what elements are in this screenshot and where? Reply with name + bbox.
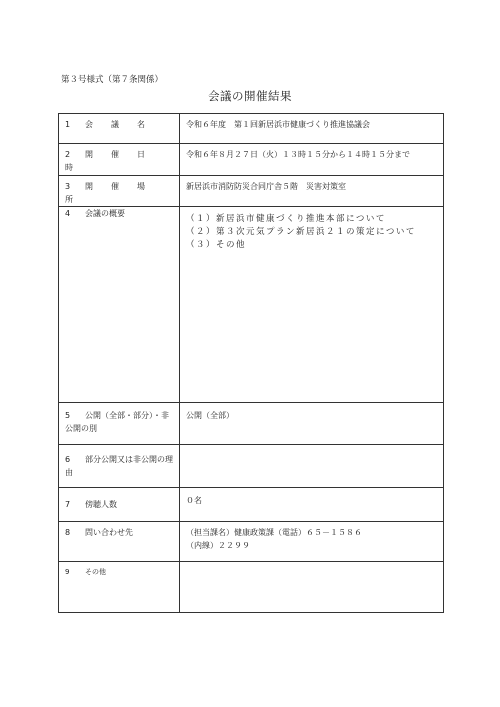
agenda-item: （３）その他 [186, 240, 247, 250]
table-row [59, 488, 444, 522]
disclosure-value: 公開（全部） [186, 411, 234, 420]
table-row [59, 562, 444, 613]
row-label-cell [59, 445, 180, 488]
row-value-cell [180, 114, 444, 144]
row-label: 部分公開又は非公開の理由 [65, 455, 173, 477]
table-row [59, 144, 444, 176]
audience-count-value: ０名 [186, 496, 202, 505]
row-number: 9 [65, 568, 70, 576]
meeting-result-table [58, 113, 444, 613]
table-row [59, 176, 444, 207]
row-label-cell [59, 144, 180, 176]
meeting-datetime-value: 令和６年８月２７日（火）１３時１５分から１４時１５分まで [186, 150, 410, 159]
row-label: 公開（全部・部分）・非公開の別 [65, 411, 169, 433]
row-value-cell [180, 445, 444, 488]
row-label: その他 [85, 568, 106, 576]
row-number: 5 [65, 411, 71, 420]
row-label: 会議の概要 [85, 209, 125, 218]
row-number: 8 [65, 528, 71, 537]
row-label: 開 催 場 所 [65, 182, 163, 204]
row-number: 2 [65, 150, 71, 159]
row-label-cell [59, 403, 180, 445]
row-number: 6 [65, 455, 71, 464]
row-value-cell [180, 176, 444, 207]
agenda-item: （２）第３次元気プラン新居浜２１の策定について [186, 227, 416, 237]
document-title: 会議の開催結果 [208, 89, 292, 103]
row-value-cell [180, 562, 444, 613]
row-number: 4 [65, 209, 71, 218]
table-row [59, 114, 444, 144]
row-label-cell [59, 488, 180, 522]
table-row [59, 522, 444, 562]
row-value-cell [180, 488, 444, 522]
row-label-cell [59, 114, 180, 144]
table-row [59, 207, 444, 403]
row-value-cell [180, 403, 444, 445]
meeting-place-value: 新居浜市消防防災合同庁舎５階 災害対策室 [186, 182, 346, 191]
row-number: 3 [65, 182, 71, 191]
table-row [59, 403, 444, 445]
row-value-cell [180, 144, 444, 176]
row-label-cell [59, 207, 180, 403]
row-label-cell [59, 562, 180, 613]
row-value-cell [180, 207, 444, 403]
row-value-cell [180, 522, 444, 562]
row-label: 傍聴人数 [85, 500, 117, 509]
row-label: 問い合わせ先 [85, 528, 133, 537]
contact-extension: （内線）２２９９ [186, 541, 250, 550]
row-number: 7 [65, 500, 71, 509]
row-number: 1 [65, 120, 71, 129]
row-label-cell [59, 176, 180, 207]
table-row [59, 445, 444, 488]
meeting-name-value: 令和６年度 第１回新居浜市健康づくり推進協議会 [186, 120, 370, 129]
contact-department: （担当課名）健康政策課（電話）６５－１５８６ [186, 528, 362, 537]
form-number-label: 第３号様式（第７条関係） [61, 75, 164, 85]
agenda-item: （１）新居浜市健康づくり推進本部について [186, 214, 386, 224]
row-label-cell [59, 522, 180, 562]
row-label: 開 催 日 時 [65, 150, 163, 172]
row-label: 会 議 名 [85, 120, 150, 129]
